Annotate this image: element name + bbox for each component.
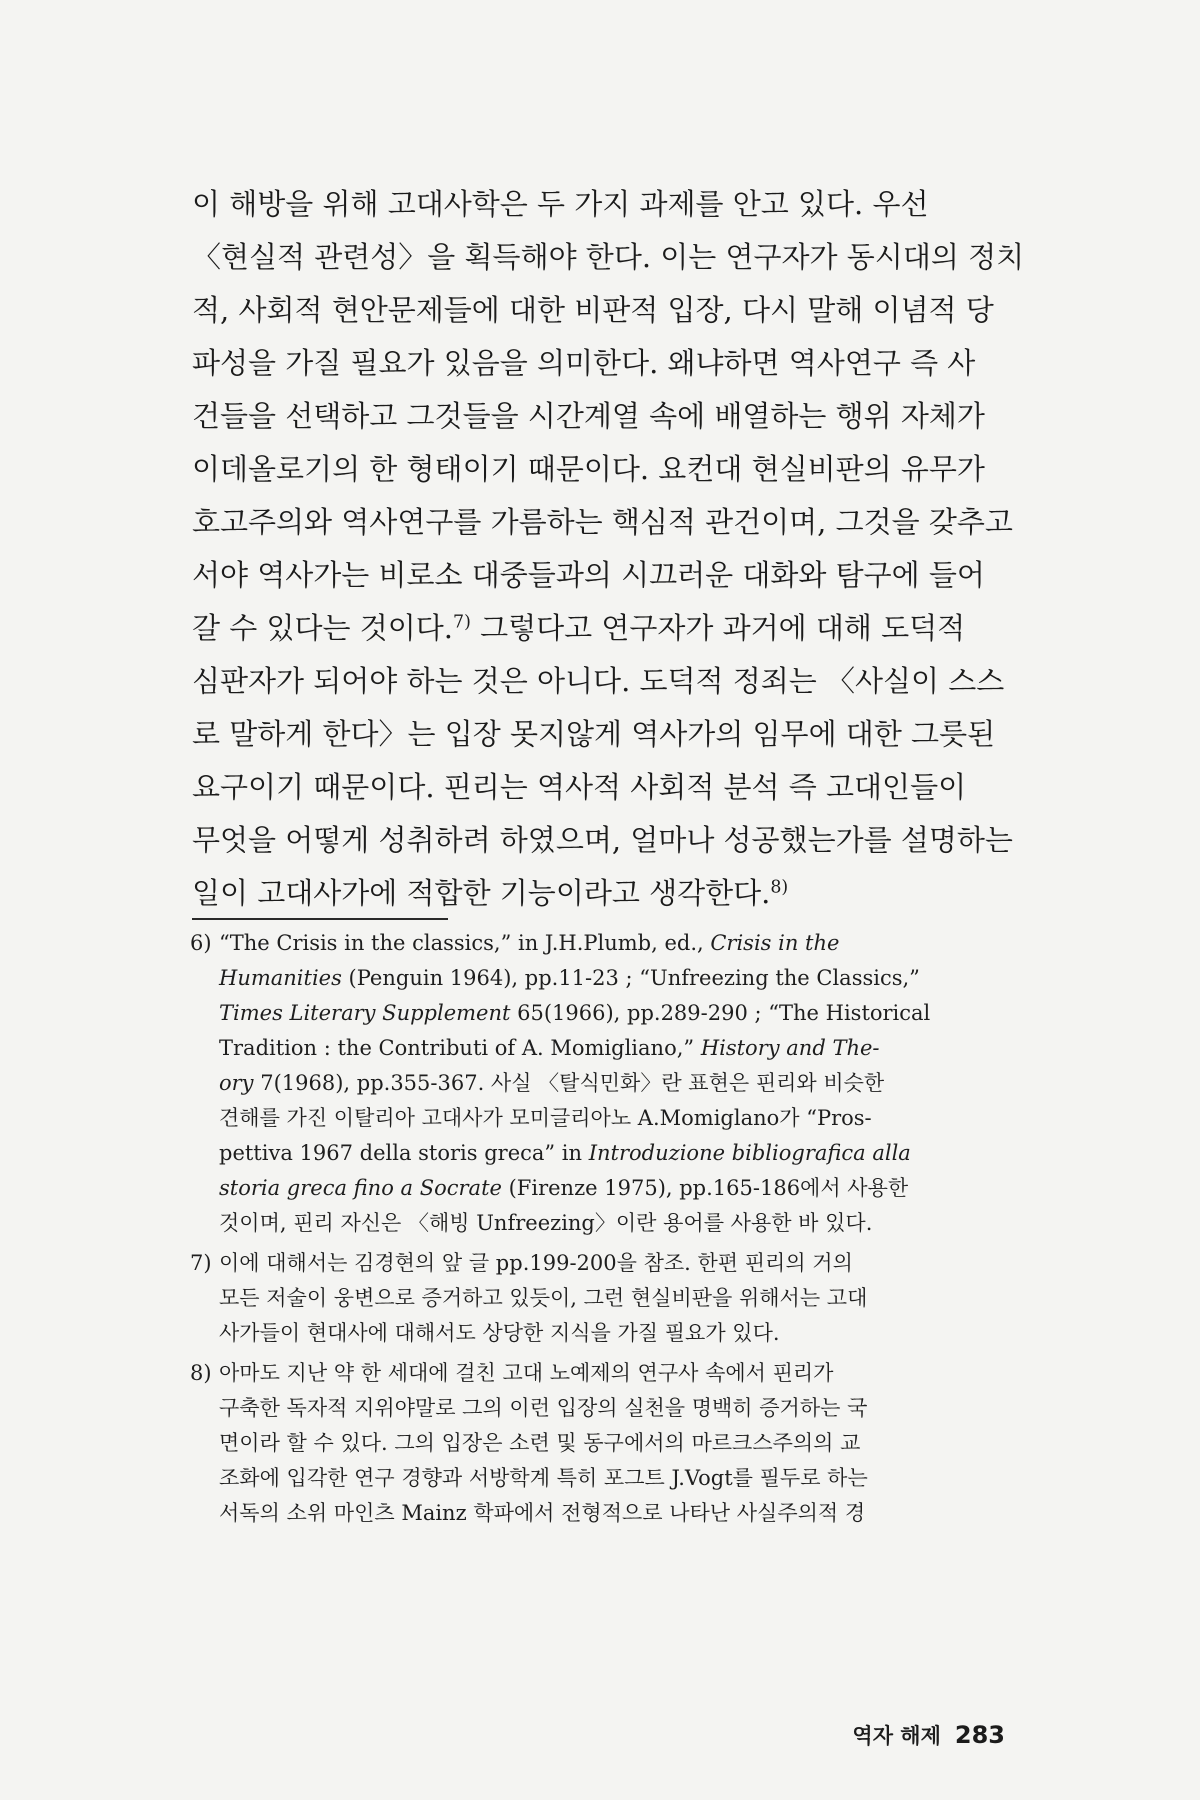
page-number: 283 <box>954 1721 1005 1749</box>
footnote-italic: Introduzione bibliografica alla <box>588 1141 911 1165</box>
page-footer <box>852 1720 1005 1750</box>
footnote-text: 7(1968), pp.355-367. 사실 〈탈식민화〉란 표현은 핀리와 비슷한 <box>253 1071 885 1095</box>
footnote-line: 서독의 소위 마인츠 Mainz 학파에서 전형적으로 나타난 사실주의적 경 <box>219 1501 866 1525</box>
footnote-text: 이에 대해서는 김경현의 앞 글 pp.199-200을 참조. 한편 핀리의 거의 <box>219 1251 853 1275</box>
footnote-divider <box>192 918 448 920</box>
body-line: 건들을 선택하고 그것들을 시간계열 속에 배열하는 행위 자체가 <box>192 399 985 433</box>
body-line: 로 말하게 한다〉는 입장 못지않게 역사가의 임무에 대한 그릇된 <box>192 717 996 751</box>
body-line: 호고주의와 역사연구를 가름하는 핵심적 관건이며, 그것을 갖추고 <box>192 505 1013 539</box>
body-line: 무엇을 어떻게 성취하려 하였으며, 얼마나 성공했는가를 설명하는 <box>192 823 1013 857</box>
footnote-line <box>219 1178 1039 1199</box>
running-footer-title: 역자 해제 <box>852 1724 941 1748</box>
body-line: 심판자가 되어야 하는 것은 아니다. 도덕적 정죄는 〈사실이 스스 <box>192 664 1005 698</box>
body-line: 이데올로기의 한 형태이기 때문이다. 요컨대 현실비판의 유무가 <box>192 452 985 486</box>
footnote-line: 견해를 가진 이탈리아 고대사가 모미글리아노 A.Momiglano가 “Pros- <box>219 1106 872 1130</box>
footnote-line <box>219 1003 1039 1024</box>
body-text: 그렇다고 연구자가 과거에 대해 도덕적 <box>470 611 966 645</box>
footnote-line: 모든 저술이 웅변으로 증거하고 있듯이, 그런 현실비판을 위해서는 고대 <box>219 1286 868 1310</box>
body-line <box>192 611 1032 645</box>
footnote-text: 65(1966), pp.289-290 ; “The Historical <box>510 1001 931 1025</box>
footnote-line: 면이라 할 수 있다. 그의 입장은 소련 및 동구에서의 마르크스주의의 교 <box>219 1431 861 1455</box>
body-line: 〈현실적 관련성〉을 획득해야 한다. 이는 연구자가 동시대의 정치 <box>192 240 1025 274</box>
footnote-number: 7) <box>190 1251 212 1275</box>
body-line: 서야 역사가는 비로소 대중들과의 시끄러운 대화와 탐구에 들어 <box>192 558 985 592</box>
footnote-italic: storia greca fino a Socrate <box>219 1176 502 1200</box>
footnote-line <box>219 1038 1039 1059</box>
footnote-ref-8[interactable]: 8) <box>770 877 789 898</box>
footnote-number: 6) <box>190 931 212 955</box>
footnote-italic: Times Literary Supplement <box>219 1001 511 1025</box>
footnote-line: 것이며, 핀리 자신은 〈해빙 Unfreezing〉이란 용어를 사용한 바 있다. <box>219 1211 873 1235</box>
footnote-text: “The Crisis in the classics,” in J.H.Plumb, ed., <box>219 931 711 955</box>
footnote-text: Tradition : the Contributi of A. Momigliano,” <box>219 1036 701 1060</box>
body-line <box>192 876 1032 910</box>
footnote-italic: History and The- <box>700 1036 880 1060</box>
footnote-ref-7[interactable]: 7) <box>453 612 471 633</box>
body-line: 적, 사회적 현안문제들에 대한 비판적 입장, 다시 말해 이념적 당 <box>192 293 994 327</box>
footnote-number: 8) <box>190 1361 212 1385</box>
footnote-8 <box>190 1361 1039 1385</box>
body-line: 파성을 가질 필요가 있음을 의미한다. 왜냐하면 역사연구 즉 사 <box>192 346 976 380</box>
footnote-italic: ory <box>219 1071 254 1095</box>
footnote-line: 조화에 입각한 연구 경향과 서방학계 특히 포그트 J.Vogt를 필두로 하는 <box>219 1466 868 1490</box>
footnote-text: (Firenze 1975), pp.165-186에서 사용한 <box>501 1176 909 1200</box>
body-text: 일이 고대사가에 적합한 기능이라고 생각한다. <box>192 876 771 910</box>
footnote-italic: Crisis in the <box>710 931 840 955</box>
body-line: 이 해방을 위해 고대사학은 두 가지 과제를 안고 있다. 우선 <box>192 187 929 221</box>
footnote-italic: Humanities <box>219 966 342 990</box>
footnote-7 <box>190 1251 1039 1275</box>
body-text: 갈 수 있다는 것이다. <box>192 611 453 645</box>
footnote-line <box>219 1143 1039 1164</box>
body-line: 요구이기 때문이다. 핀리는 역사적 사회적 분석 즉 고대인들이 <box>192 770 967 804</box>
footnote-text: pettiva 1967 della storis greca” in <box>219 1141 589 1165</box>
footnote-line: 사가들이 현대사에 대해서도 상당한 지식을 가질 필요가 있다. <box>219 1321 780 1345</box>
footnote-line <box>219 968 1039 989</box>
footnote-line: 구축한 독자적 지위야말로 그의 이런 입장의 실천을 명백히 증거하는 국 <box>219 1396 868 1420</box>
footnote-text: (Penguin 1964), pp.11-23 ; “Unfreezing the Classics,” <box>341 966 920 990</box>
footnote-line <box>219 1073 1039 1094</box>
footnote-6 <box>190 931 1039 955</box>
footnote-text: 아마도 지난 약 한 세대에 걸친 고대 노예제의 연구사 속에서 핀리가 <box>219 1361 834 1385</box>
